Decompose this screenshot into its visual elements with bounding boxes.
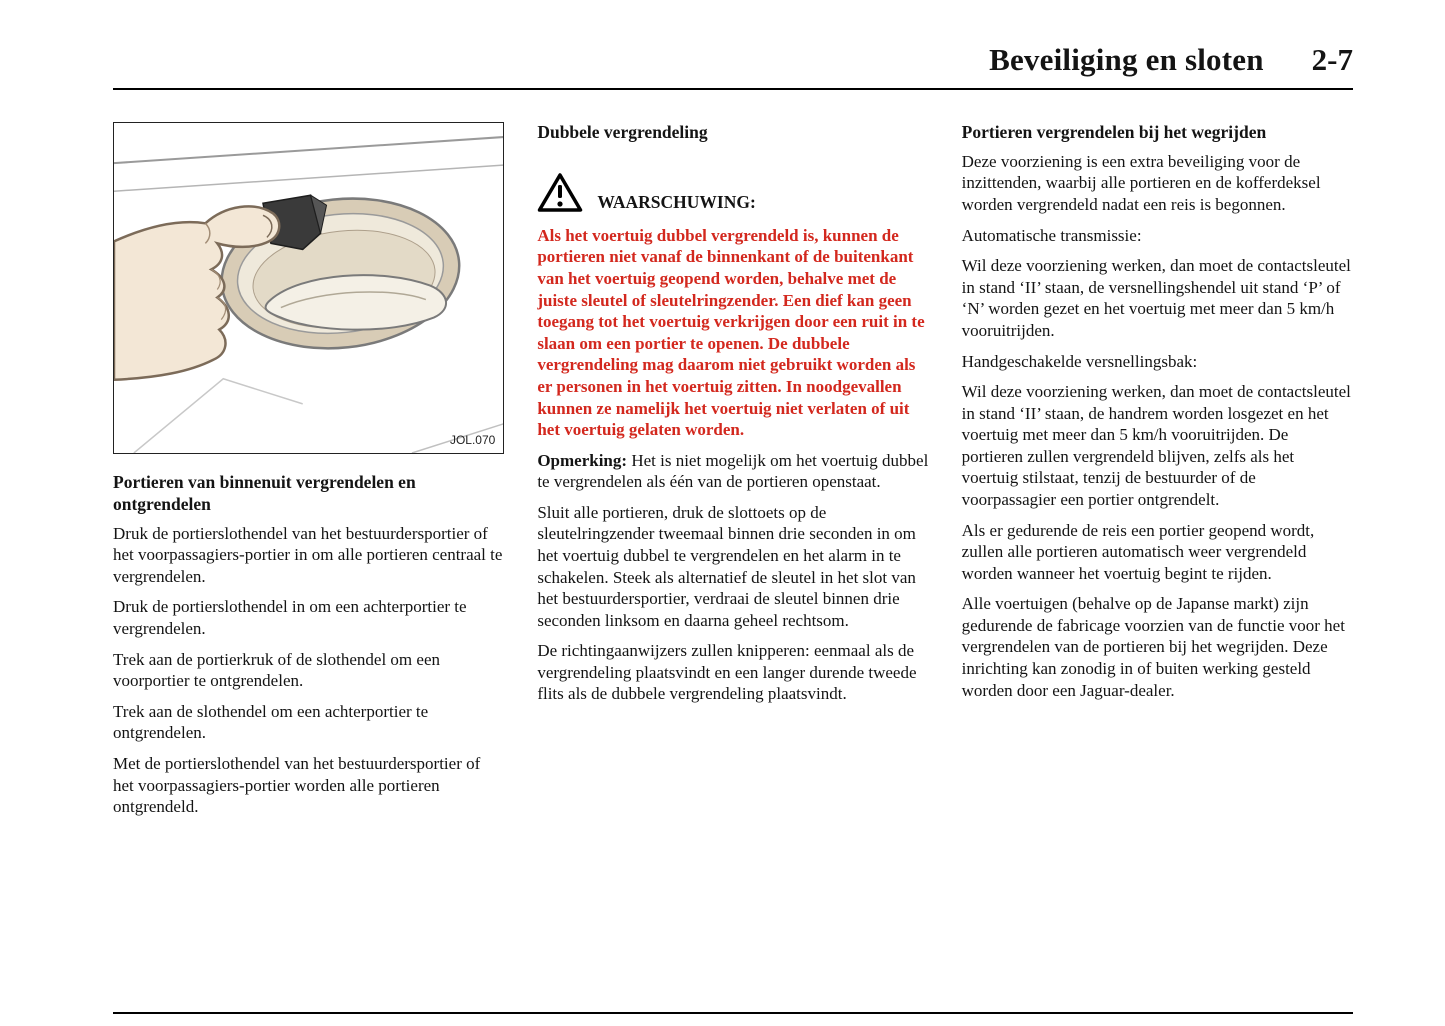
paragraph: Sluit alle portieren, druk de slottoets op de sleutelringzender tweemaal binnen drie seconden in om het voertuig dubbel te vergrendelen en het alarm in te schakelen. Steek als alternatief de sleutel in het slot van het bestuurdersportier, verdraai de sleutel binnen drie seconden linksom en daarna geheel rechtsom. (537, 502, 916, 630)
note-label: Opmerking: (537, 450, 628, 470)
note-text: Het is niet mogelijk om het voertuig dubbel te vergrendelen als één van de portieren openstaat. (537, 450, 929, 492)
middle-column (537, 122, 928, 827)
page-header (113, 0, 1353, 78)
paragraph: Druk de portierslothendel in om een achterportier te vergrendelen. (113, 597, 467, 639)
paragraph: Met de portierslothendel van het bestuurdersportier of het voorpassagiers-portier worden alle portieren ontgrendeld. (113, 753, 481, 817)
paragraph: De richtingaanwijzers zullen knipperen: eenmaal als de vergrendeling plaatsvindt en een langer durende tweede flits als de dubbele vergrendeling plaatsvindt. (537, 641, 917, 704)
paragraph: Alle voertuigen (behalve op de Japanse markt) zijn gedurende de fabricage voorzien van de functie voor het vergrendelen van de portieren bij het wegrijden. Deze inrichting kan zonodig in of buiten werking gesteld worden door een Jaguar-dealer. (961, 594, 1345, 700)
page-number: 2-7 (1311, 42, 1353, 77)
warning-label: WAARSCHUWING: (597, 191, 756, 212)
figure-frame (113, 122, 504, 454)
door-lock-illustration-icon (114, 123, 503, 453)
warning-triangle-icon (537, 172, 583, 213)
paragraph: Trek aan de portierkruk of de slothendel om een voorportier te ontgrendelen. (113, 649, 441, 691)
section-heading-double-locking: Dubbele vergrendeling (537, 122, 708, 142)
page-content (113, 0, 1353, 827)
paragraph: Handgeschakelde versnellingsbak: (961, 351, 1198, 371)
paragraph: Wil deze voorziening werken, dan moet de contactsleutel in stand ‘II’ staan, de handrem worden losgezet en het voertuig met meer dan 5 km/h vooruitrijden. De portieren zullen vergrendeld blijven, zelfs als het voertuig stilstaat, tenzij de bestuurder of de voorpassagier een portier ontgrendelt. (961, 382, 1351, 509)
note-paragraph (537, 450, 928, 493)
left-column (113, 122, 504, 827)
page-title: Beveiliging en sloten (989, 42, 1264, 77)
paragraph: Automatische transmissie: (961, 225, 1142, 245)
paragraph: Als er gedurende de reis een portier geopend wordt, zullen alle portieren automatisch weer vergrendeld worden wanneer het voertuig begint te rijden. (961, 520, 1315, 583)
header-rule (113, 88, 1353, 90)
figure-label: JOL.070 (449, 433, 496, 447)
warning-header (537, 172, 928, 213)
section-heading-lock-inside: Portieren van binnenuit vergrendelen en ontgrendelen (113, 472, 416, 514)
paragraph: Wil deze voorziening werken, dan moet de contactsleutel in stand ‘II’ staan, de versnellingshendel uit stand ‘P’ of ‘N’ worden gezet en het voertuig met meer dan 5 km/h vooruitrijden. (961, 256, 1351, 340)
right-column (962, 122, 1353, 827)
paragraph: Trek aan de slothendel om een achterportier te ontgrendelen. (113, 701, 429, 743)
paragraph: Deze voorziening is een extra beveiliging voor de inzittenden, waarbij alle portieren en de kofferdeksel worden vergrendeld nadat een reis is begonnen. (961, 151, 1321, 215)
paragraph: Druk de portierslothendel van het bestuurdersportier of het voorpassagiers-portier in om alle portieren centraal te vergrendelen. (113, 523, 503, 586)
section-heading-drive-away-locking: Portieren vergrendelen bij het wegrijden (961, 122, 1267, 142)
warning-text: Als het voertuig dubbel vergrendeld is, kunnen de portieren niet vanaf de binnenkant of de buitenkant van het voertuig geopend worden, behalve met de juiste sleutel of sleutelringzender. Een dief kan geen toegang tot het voertuig verkrijgen door een ruit in te slaan om een portier te openen. De dubbele vergrendeling mag daarom niet gebruikt worden als er personen in het voertuig zitten. In noodgevallen kunnen ze namelijk het voertuig niet verlaten of uit het voertuig gelaten worden. (537, 225, 925, 440)
three-column-layout (113, 122, 1353, 827)
footer-rule (113, 1012, 1353, 1014)
